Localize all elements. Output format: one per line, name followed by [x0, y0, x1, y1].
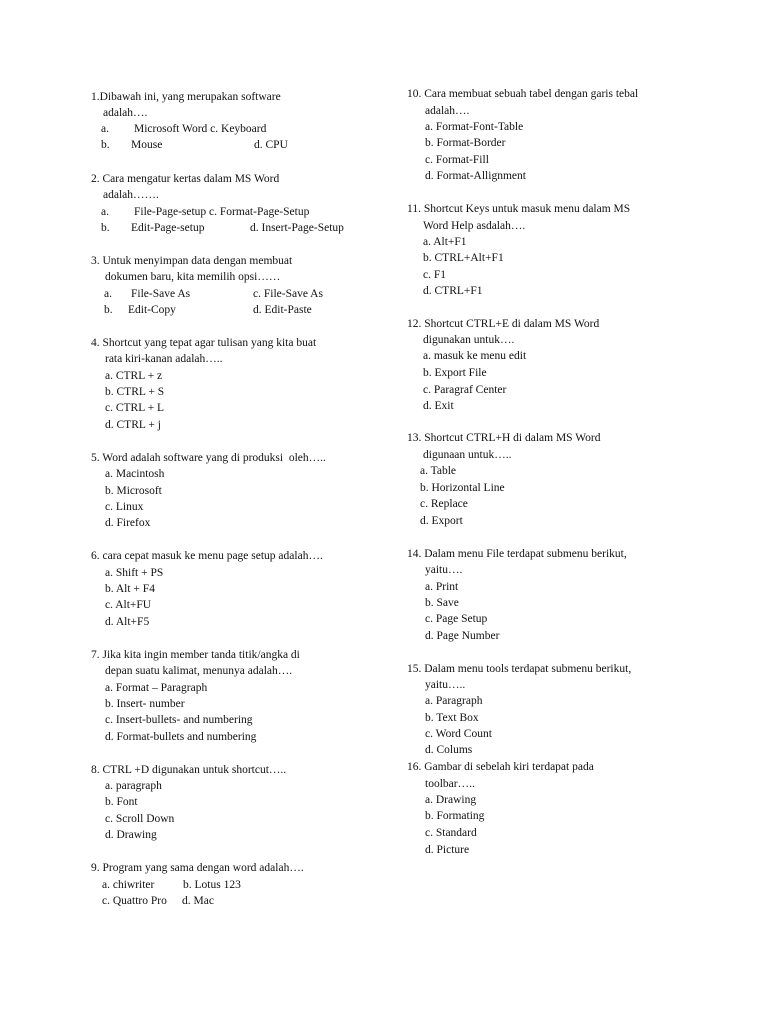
q11-option: c. F1 — [423, 269, 446, 281]
q7-option: d. Format-bullets and numbering — [105, 731, 257, 743]
q3-option: Edit-Copy — [128, 304, 176, 316]
q15-option: c. Word Count — [425, 728, 492, 740]
question-3: 3. Untuk menyimpan data dengan membuat — [91, 255, 293, 267]
q14-option: b. Save — [425, 597, 459, 609]
q10-option: a. Format-Font-Table — [425, 121, 524, 133]
q15-option: b. Text Box — [425, 712, 479, 724]
q8-option: c. Scroll Down — [105, 813, 175, 825]
q7-option: c. Insert-bullets- and numbering — [105, 714, 253, 726]
q4-option: d. CTRL + j — [105, 419, 161, 431]
q6-option: d. Alt+F5 — [105, 616, 150, 628]
q15-option: d. Colums — [425, 744, 473, 756]
q3-option: c. File-Save As — [253, 288, 323, 300]
question-13-cont: digunaan untuk….. — [423, 449, 512, 461]
question-1-cont: adalah…. — [103, 107, 148, 119]
q2-option: File-Page-setup c. Format-Page-Setup — [134, 206, 310, 218]
q4-option: c. CTRL + L — [105, 402, 165, 414]
q12-option: b. Export File — [423, 367, 487, 379]
q14-option: c. Page Setup — [425, 613, 488, 625]
q9-option: d. Mac — [182, 895, 214, 907]
q4-option: b. CTRL + S — [105, 386, 165, 398]
q13-option: b. Horizontal Line — [420, 482, 505, 494]
q3-option-letter: a. — [104, 288, 112, 300]
q13-option: c. Replace — [420, 498, 468, 510]
q2-option-letter: b. — [101, 222, 110, 234]
q12-option: a. masuk ke menu edit — [423, 350, 527, 362]
q9-option: b. Lotus 123 — [183, 879, 241, 891]
q9-option: a. chiwriter — [102, 879, 155, 891]
q12-option: c. Paragraf Center — [423, 384, 507, 396]
q9-option: c. Quattro Pro — [102, 895, 167, 907]
question-14: 14. Dalam menu File terdapat submenu berikut, — [407, 548, 627, 560]
q15-option: a. Paragraph — [425, 695, 483, 707]
question-9: 9. Program yang sama dengan word adalah…. — [91, 862, 304, 874]
q14-option: d. Page Number — [425, 630, 500, 642]
question-8: 8. CTRL +D digunakan untuk shortcut….. — [91, 764, 287, 776]
q14-option: a. Print — [425, 581, 459, 593]
q3-option: d. Edit-Paste — [253, 304, 312, 316]
q6-option: b. Alt + F4 — [105, 583, 155, 595]
q3-option-letter: b. — [104, 304, 113, 316]
q11-option: b. CTRL+Alt+F1 — [423, 252, 504, 264]
question-10: 10. Cara membuat sebuah tabel dengan garis tebal — [407, 88, 639, 100]
question-7: 7. Jika kita ingin member tanda titik/angka di — [91, 649, 300, 661]
q1-option-letter: b. — [101, 139, 110, 151]
q7-option: a. Format – Paragraph — [105, 682, 208, 694]
q5-option: a. Macintosh — [105, 468, 165, 480]
q8-option: a. paragraph — [105, 780, 162, 792]
q6-option: c. Alt+FU — [105, 599, 152, 611]
q2-option: Edit-Page-setup — [131, 222, 205, 234]
question-11: 11. Shortcut Keys untuk masuk menu dalam MS — [407, 203, 631, 215]
question-10-cont: adalah…. — [425, 105, 470, 117]
q2-option-letter: a. — [101, 206, 109, 218]
q16-option: a. Drawing — [425, 794, 477, 806]
q1-option: Mouse — [131, 139, 163, 151]
question-1: 1.Dibawah ini, yang merupakan software — [91, 91, 281, 103]
q11-option: d. CTRL+F1 — [423, 285, 483, 297]
question-12-cont: digunakan untuk…. — [423, 334, 515, 346]
question-4: 4. Shortcut yang tepat agar tulisan yang kita buat — [91, 337, 317, 349]
q6-option: a. Shift + PS — [105, 567, 164, 579]
q1-option-letter: a. — [101, 123, 109, 135]
q13-option: d. Export — [420, 515, 463, 527]
q13-option: a. Table — [420, 465, 457, 477]
question-7-cont: depan suatu kalimat, menunya adalah…. — [105, 665, 293, 677]
question-14-cont: yaitu…. — [425, 564, 463, 576]
question-3-cont: dokumen baru, kita memilih opsi…… — [105, 271, 281, 283]
q16-option: b. Formating — [425, 810, 485, 822]
question-5: 5. Word adalah software yang di produksi oleh….. — [91, 452, 326, 464]
question-16-cont: toolbar….. — [425, 778, 475, 790]
question-15-cont: yaitu….. — [425, 679, 466, 691]
q1-option: Microsoft Word c. Keyboard — [134, 123, 267, 135]
q4-option: a. CTRL + z — [105, 370, 163, 382]
q5-option: b. Microsoft — [105, 485, 162, 497]
q16-option: c. Standard — [425, 827, 477, 839]
question-2: 2. Cara mengatur kertas dalam MS Word — [91, 173, 280, 185]
q8-option: d. Drawing — [105, 829, 157, 841]
q11-option: a. Alt+F1 — [423, 236, 467, 248]
q3-option: File-Save As — [131, 288, 191, 300]
q10-option: d. Format-Allignment — [425, 170, 526, 182]
question-15: 15. Dalam menu tools terdapat submenu berikut, — [407, 663, 632, 675]
question-16: 16. Gambar di sebelah kiri terdapat pada — [407, 761, 594, 773]
question-13: 13. Shortcut CTRL+H di dalam MS Word — [407, 432, 601, 444]
question-12: 12. Shortcut CTRL+E di dalam MS Word — [407, 318, 600, 330]
q10-option: c. Format-Fill — [425, 154, 489, 166]
q12-option: d. Exit — [423, 400, 454, 412]
question-6: 6. cara cepat masuk ke menu page setup adalah…. — [91, 550, 323, 562]
q2-option: d. Insert-Page-Setup — [250, 222, 344, 234]
q5-option: d. Firefox — [105, 517, 151, 529]
q16-option: d. Picture — [425, 844, 470, 856]
q1-option: d. CPU — [254, 139, 288, 151]
q5-option: c. Linux — [105, 501, 144, 513]
question-2-cont: adalah……. — [103, 189, 159, 201]
q8-option: b. Font — [105, 796, 138, 808]
q10-option: b. Format-Border — [425, 137, 506, 149]
question-4-cont: rata kiri-kanan adalah….. — [105, 353, 223, 365]
question-11-cont: Word Help asdalah…. — [423, 220, 526, 232]
q7-option: b. Insert- number — [105, 698, 185, 710]
